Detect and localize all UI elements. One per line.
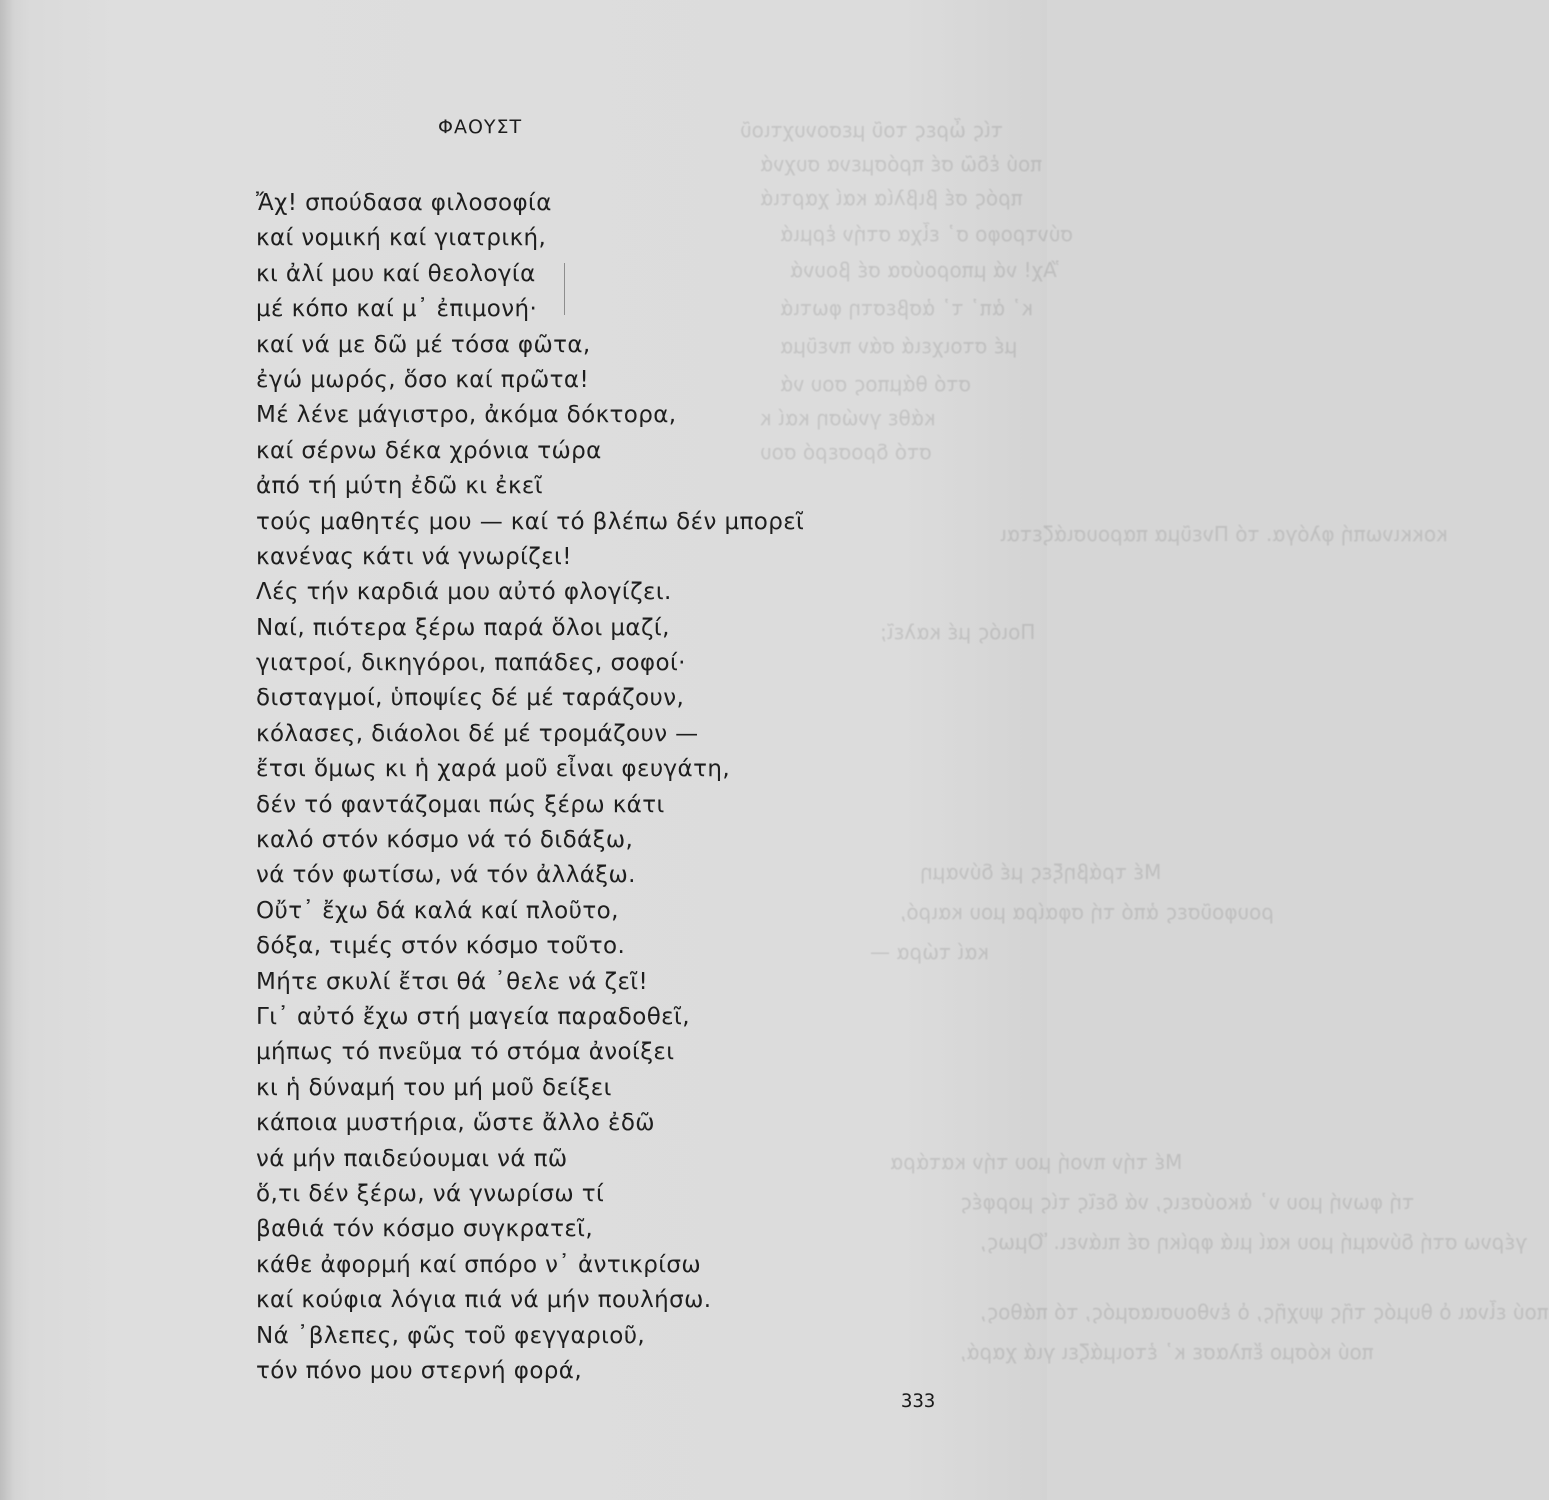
poem-line: νά τόν φωτίσω, νά τόν ἀλλάξω. (256, 862, 636, 889)
poem-line: κόλασες, διάολοι δέ μέ τρομάζουν — (256, 720, 699, 747)
poem-line: Μήτε σκυλί ἔτσι θά ᾿θελε νά ζεῖ! (256, 968, 649, 995)
poem-line: καλό στόν κόσμο νά τό διδάξω, (256, 827, 634, 854)
show-through-text: τίς ὧρες τοῦ μεσονυχτιοῦ πού ἐδῶ σέ πρόσμενα συχνά πρός σέ βιβλία καί χαρτιά σύντροφο σ᾿ εἶχα στήν ἐρμιά Ἄχ! νά μπορούσα σέ βουνά κ᾿ ἀπ᾿ τ᾿ ἀσβεστη φωτιά μέ στοιχειά σάν πνεῦμα στό θάμπος σου νά κάθε γνώση καί κ στό δροσερό σου κοκκινωπή φλόγα. τό Πνεῦμα παρουσιάζεται Ποιός μέ καλεῖ; Μέ τράβηξες μέ δύναμη ρουφοῦσες ἀπό τή σφαίρα μου καιρό, καί τώρα — Μέ τήν πνοή μου τήν κατάρα τή φωνή μου ν᾿ ἀκούσεις, νά δεῖς τίς μορφές γέρνω στή δύναμή μου καί μιά φρίκη σέ πιάνει. Ὅμως, πού εἶναι ὁ θυμός τῆς ψυχῆς, ὁ ἐνθουσιασμός, τό πάθος, πού κόσμο ἔπλασε κ᾿ ἐτοιμάζει γιά χαρά, (740, 118, 1549, 1364)
poem-line: μήπως τό πνεῦμα τό στόμα ἀνοίξει (256, 1039, 675, 1066)
poem-line: γιατροί, δικηγόροι, παπάδες, σοφοί· (256, 650, 686, 677)
poem-line: ἐγώ μωρός, ὅσο καί πρῶτα! (256, 366, 590, 393)
poem-line: Μέ λένε μάγιστρο, ἀκόμα δόκτορα, (256, 402, 677, 429)
poem-line: βαθιά τόν κόσμο συγκρατεῖ, (256, 1216, 594, 1243)
poem-line: κι ἡ δύναμή του μή μοῦ δείξει (256, 1074, 612, 1101)
poem-line: Ἄχ! σπούδασα φιλοσοφία (256, 190, 552, 216)
poem-line: Νά ᾿βλεπες, φῶς τοῦ φεγγαριοῦ, (256, 1322, 646, 1349)
poem-line: Λές τήν καρδιά μου αὐτό φλογίζει. (256, 579, 672, 606)
chapter-heading: ΦΑΟΥΣΤ (438, 116, 523, 138)
poem-line: κάθε ἀφορμή καί σπόρο ν᾿ ἀντικρίσω (256, 1251, 702, 1278)
poem-line: τούς μαθητές μου — καί τό βλέπω δέν μπορεῖ (256, 508, 805, 535)
poem-line: ἔτσι ὅμως κι ἡ χαρά μοῦ εἶναι φευγάτη, (256, 756, 731, 783)
page-binding-edge (0, 0, 14, 1500)
poem-line: δισταγμοί, ὑποψίες δέ μέ ταράζουν, (256, 685, 685, 712)
poem-line: κανένας κάτι νά γνωρίζει! (256, 543, 572, 570)
poem-line: καί νά με δῶ μέ τόσα φῶτα, (256, 331, 591, 358)
poem-line: ἀπό τή μύτη ἐδῶ κι ἐκεῖ (256, 473, 543, 500)
poem-line: δέν τό φαντάζομαι πώς ξέρω κάτι (256, 791, 665, 818)
poem-line: Ναί, πιότερα ξέρω παρά ὅλοι μαζί, (256, 614, 670, 641)
poem-line: νά μήν παιδεύουμαι νά πῶ (256, 1145, 568, 1172)
poem-line: καί νομική καί γιατρική, (256, 225, 547, 252)
page-number: 333 (901, 1390, 936, 1412)
poem-line: Οὔτ᾿ ἔχω δά καλά καί πλοῦτο, (256, 897, 619, 924)
poem-line: τόν πόνο μου στερνή φορά, (256, 1357, 583, 1384)
poem-text (256, 186, 856, 1389)
poem-line: Γι᾿ αὐτό ἔχω στή μαγεία παραδοθεῖ, (256, 1003, 690, 1030)
poem-line: κάποια μυστήρια, ὥστε ἄλλο ἐδῶ (256, 1110, 655, 1137)
poem-line: κι ἀλί μου καί θεολογία (256, 260, 536, 287)
poem-line: ὅ,τι δέν ξέρω, νά γνωρίσω τί (256, 1180, 605, 1207)
poem-line: δόξα, τιμές στόν κόσμο τοῦτο. (256, 933, 626, 960)
poem-line: καί κούφια λόγια πιά νά μήν πουλήσω. (256, 1287, 712, 1314)
poem-line: καί σέρνω δέκα χρόνια τώρα (256, 437, 602, 464)
poem-line: μέ κόπο καί μ᾿ ἐπιμονή· (256, 296, 538, 323)
